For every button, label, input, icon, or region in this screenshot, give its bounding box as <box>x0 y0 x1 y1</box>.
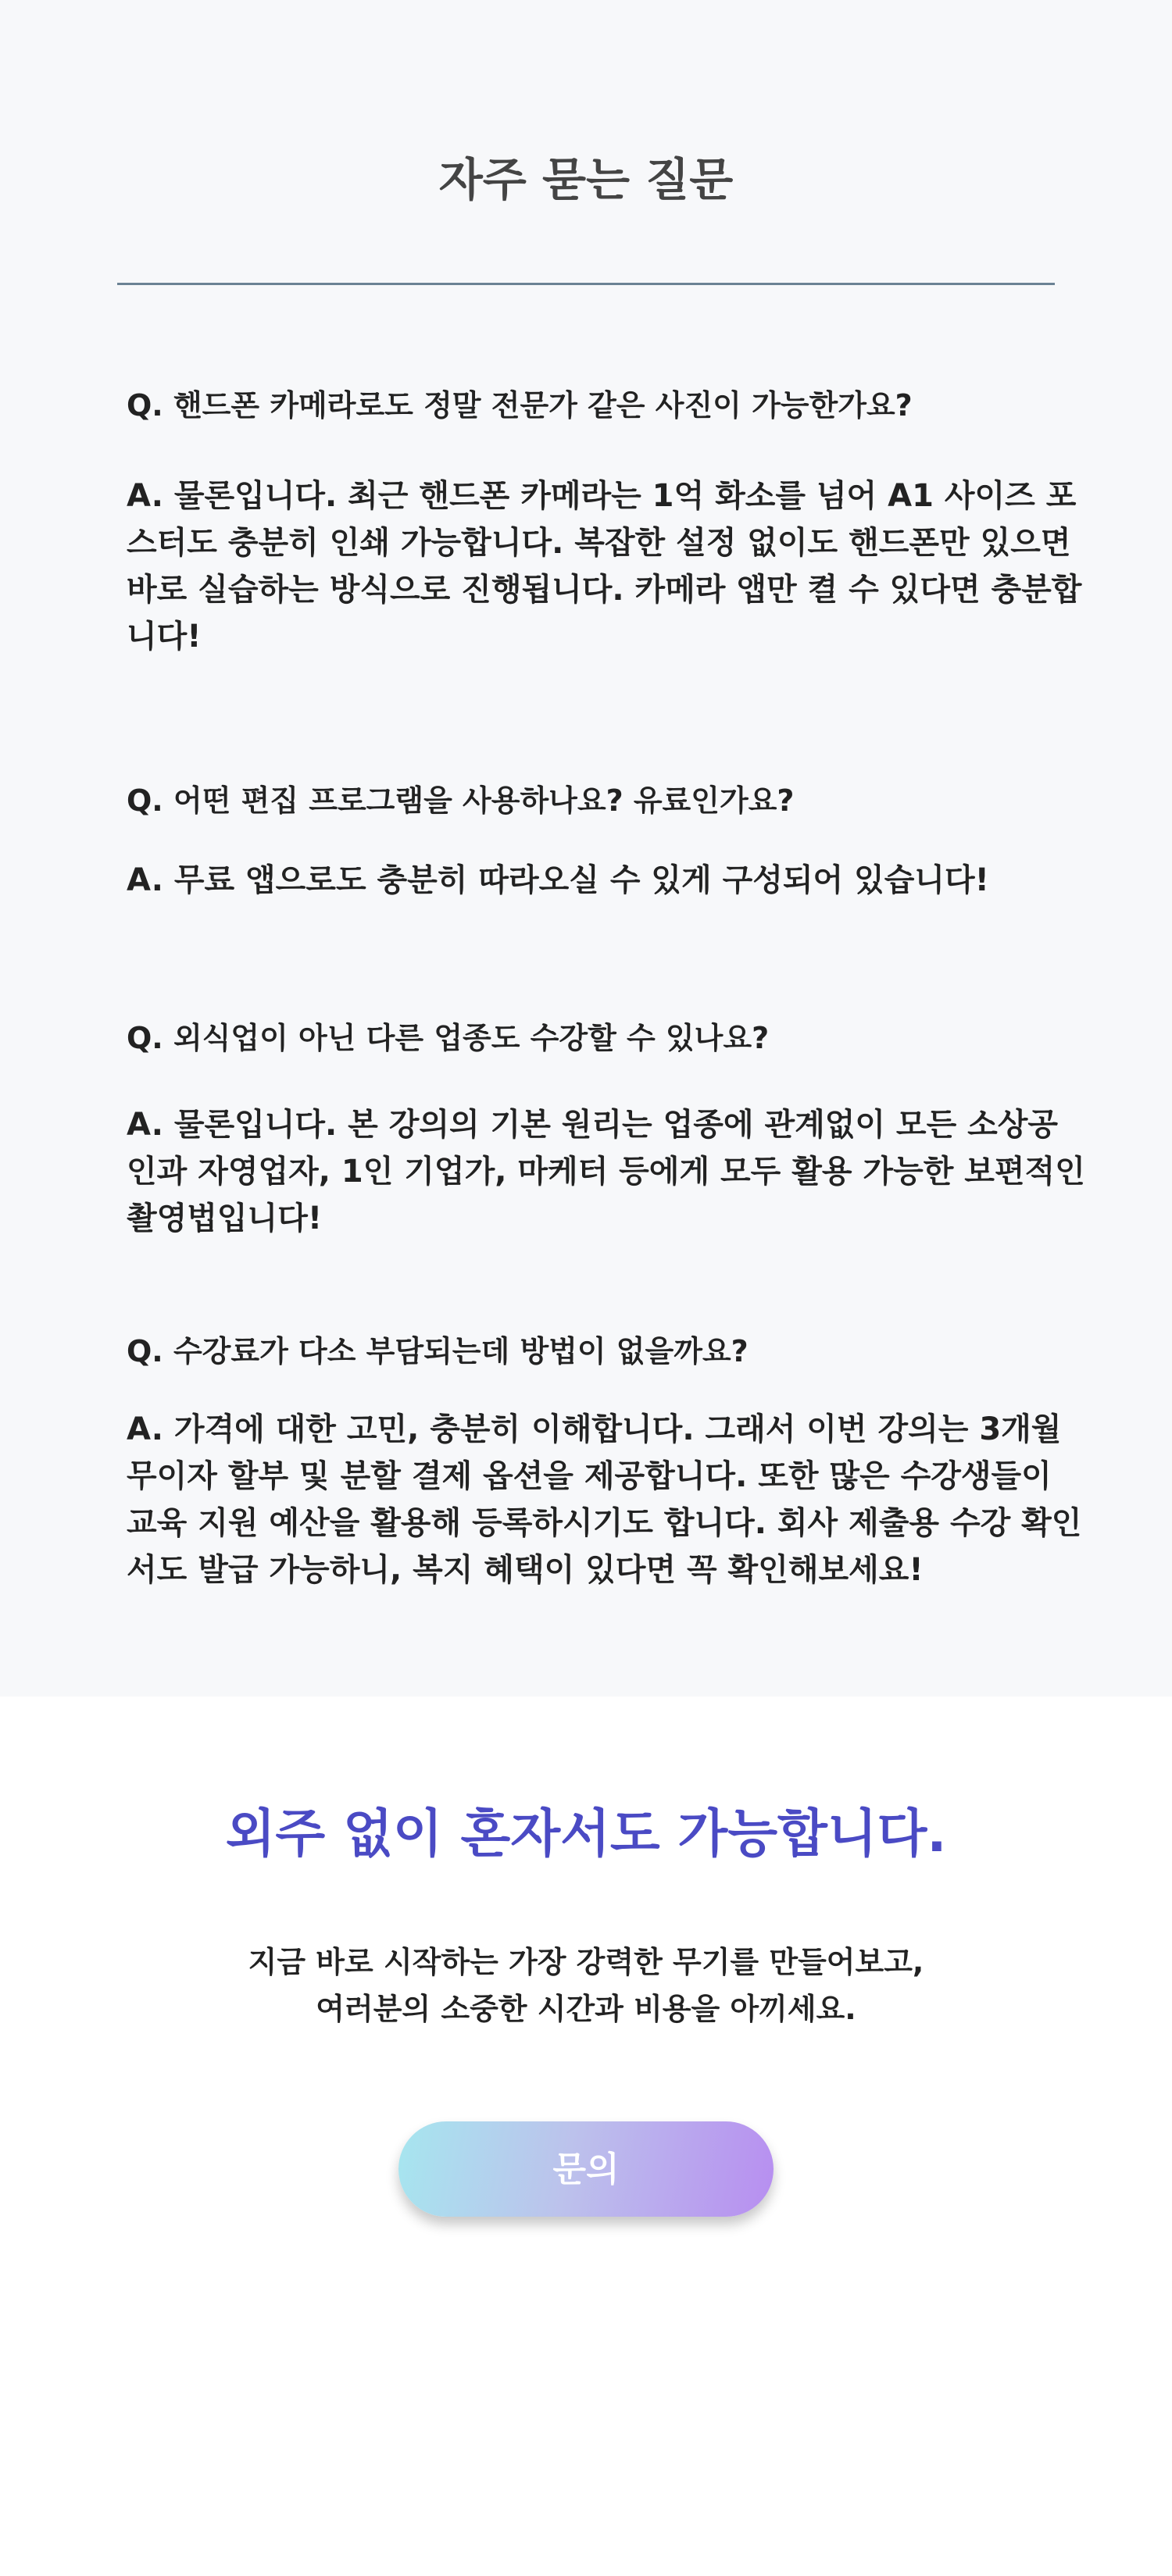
inquiry-button[interactable]: 문의 <box>398 2121 774 2217</box>
faq-answer-3: A. 물론입니다. 본 강의의 기본 원리는 업종에 관계없이 모든 소상공인과 자영업자, 1인 기업가, 마케터 등에게 모두 활용 가능한 보편적인 촬영법입니다! <box>127 1107 1085 1236</box>
faq-question-3: Q. 외식업이 아닌 다른 업종도 수강할 수 있나요? <box>127 1021 770 1055</box>
faq-answer-4: A. 가격에 대한 고민, 충분히 이해합니다. 그래서 이번 강의는 3개월 무이자 할부 및 분할 결제 옵션을 제공합니다. 또한 많은 수강생들이 교육 지원 예산을 활용해 등록하시기도 합니다. 회사 제출용 수강 확인서도 발급 가능하니, 복지 혜택이 있다면 꼭 확인해보세요! <box>127 1411 1082 1588</box>
faq-divider <box>117 283 1055 285</box>
faq-question-4: Q. 수강료가 다소 부담되는데 방법이 없을까요? <box>127 1334 749 1368</box>
faq-title: 자주 묻는 질문 <box>438 153 734 206</box>
cta-subtext <box>0 1939 1172 2032</box>
faq-question-2: Q. 어떤 편집 프로그램을 사용하나요? 유료인가요? <box>127 783 795 818</box>
faq-answer-2: A. 무료 앱으로도 충분히 따라오실 수 있게 구성되어 있습니다! <box>127 862 989 898</box>
faq-question-1: Q. 핸드폰 카메라로도 정말 전문가 같은 사진이 가능한가요? <box>127 388 913 423</box>
cta-subtext-line-1: 지금 바로 시작하는 가장 강력한 무기를 만들어보고, <box>248 1945 924 1979</box>
cta-subtext-line-2: 여러분의 소중한 시간과 비용을 아끼세요. <box>316 1992 856 2026</box>
faq-answer-1: A. 물론입니다. 최근 핸드폰 카메라는 1억 화소를 넘어 A1 사이즈 포스터도 충분히 인쇄 가능합니다. 복잡한 설정 없이도 핸드폰만 있으면 바로 실습하는 방식으로 진행됩니다. 카메라 앱만 켤 수 있다면 충분합니다! <box>127 478 1082 655</box>
cta-headline: 외주 없이 혼자서도 가능합니다. <box>225 1804 947 1864</box>
